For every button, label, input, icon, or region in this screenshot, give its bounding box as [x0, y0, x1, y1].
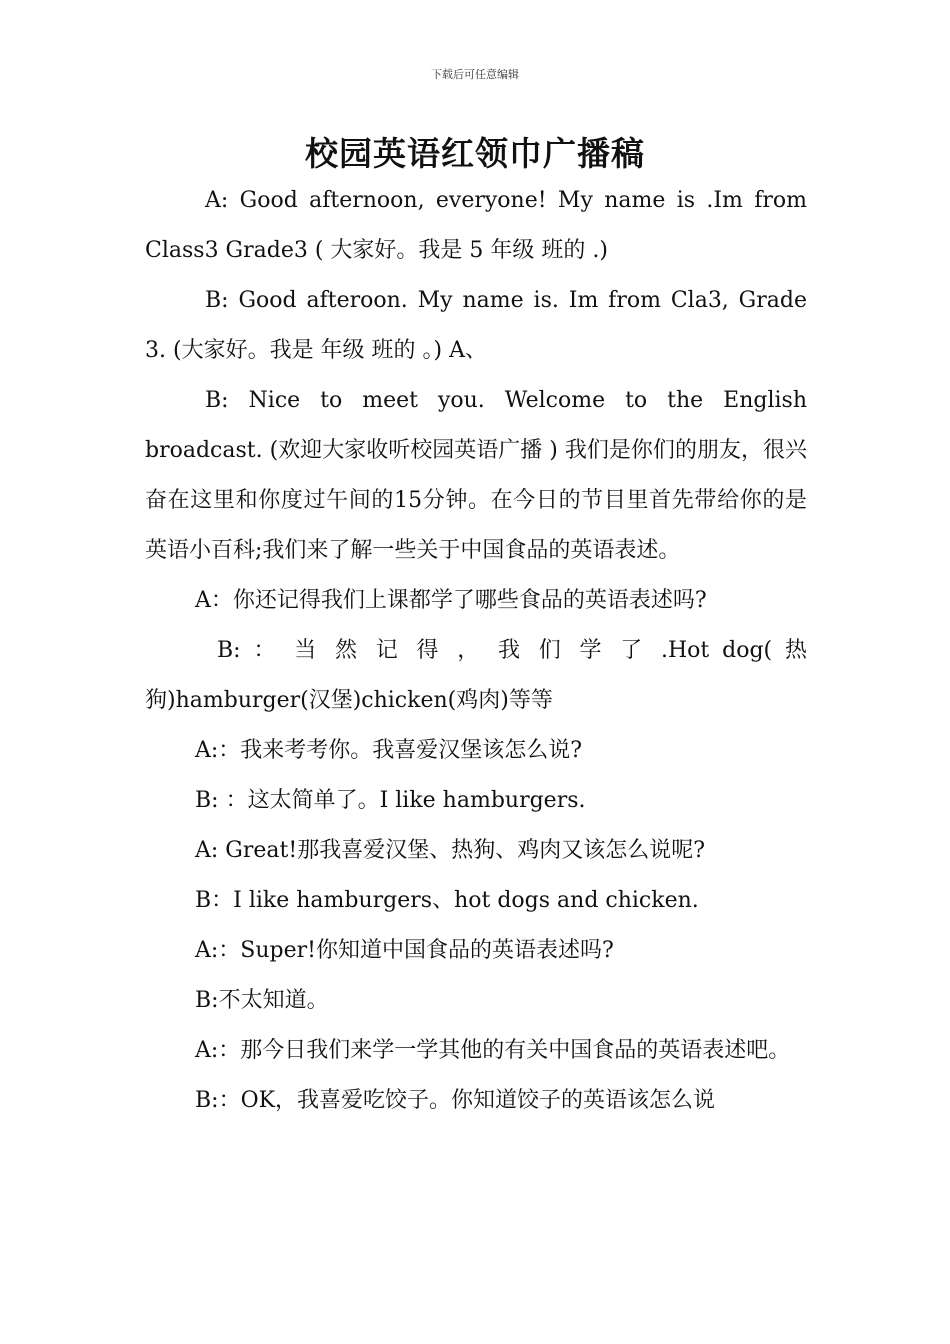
paragraph: B: Nice to meet you. Welcome to the English broadcast. (欢迎大家收听校园英语广播 ) 我们是你们的朋友，很兴奋在这里和你度过午间的15分钟。在今日的节目里首先带给你的是英语小百科;我们来了解一些关于中国食品的英语表述。: [145, 388, 807, 563]
page-header: 下载后可任意编辑: [431, 68, 519, 81]
paragraph: B: ：这太简单了。I like hamburgers.: [195, 788, 586, 813]
paragraph: B:不太知道。: [195, 988, 329, 1013]
paragraph: B：I like hamburgers、hot dogs and chicken.: [195, 888, 699, 913]
paragraph: B: Good afteroon. My name is. Im from Cla3, Grade 3. (大家好。我是 年级 班的 。) A、: [145, 288, 807, 363]
paragraph: A: Great!那我喜爱汉堡、热狗、鸡肉又该怎么说呢?: [195, 838, 705, 863]
paragraph: A: Good afternoon, everyone! My name is .Im from Class3 Grade3 ( 大家好。我是 5 年级 班的 .): [145, 188, 807, 263]
paragraph: A：你还记得我们上课都学了哪些食品的英语表述吗?: [195, 588, 707, 613]
paragraph: B:：OK，我喜爱吃饺子。你知道饺子的英语该怎么说: [195, 1088, 716, 1113]
paragraph: A:：Super!你知道中国食品的英语表述吗?: [195, 938, 614, 963]
document-body: [145, 176, 807, 1126]
paragraph: B: ： 当 然 记 得 ， 我 们 学 了 .Hot dog( 热 狗)hamburger(汉堡)chicken(鸡肉)等等: [145, 638, 807, 713]
paragraph: A:：我来考考你。我喜爱汉堡该怎么说?: [195, 738, 583, 763]
page-title: 校园英语红领巾广播稿: [305, 134, 645, 173]
paragraph: A:：那今日我们来学一学其他的有关中国食品的英语表述吧。: [195, 1038, 791, 1063]
